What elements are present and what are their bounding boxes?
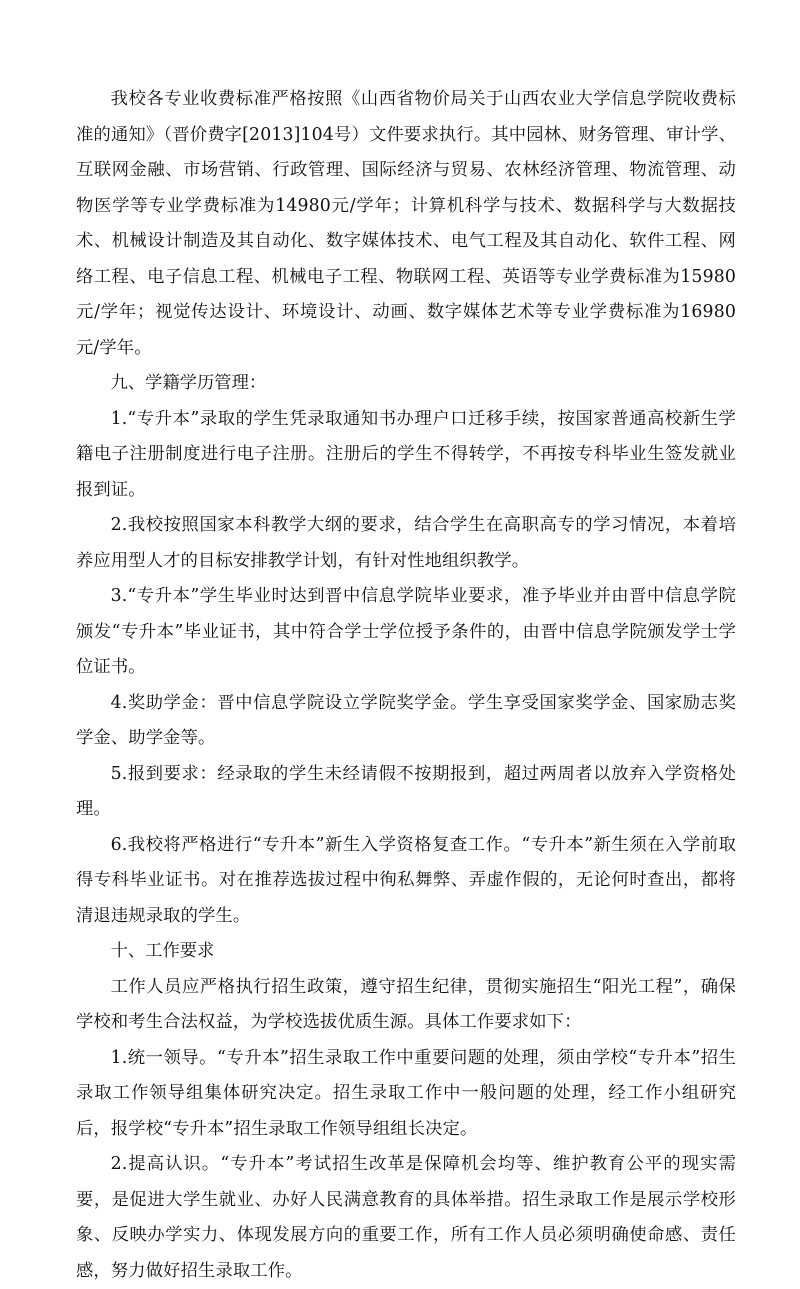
- item-9-6: 6.我校将严格进行“专升本”新生入学资格复查工作。“专升本”新生须在入学前取得专科毕业证书。对在推荐选拔过程中徇私舞弊、弄虚作假的，无论何时查出，都将清退违规录取的学生。: [76, 834, 736, 926]
- section-heading-9: 九、学籍学历管理：: [110, 373, 267, 393]
- item-9-3: 3.“专升本”学生毕业时达到晋中信息学院毕业要求，准予毕业并由晋中信息学院颁发“专升本”毕业证书，其中符合学士学位授予条件的，由晋中信息学院颁发学士学位证书。: [76, 586, 736, 677]
- fee-standard-paragraph: 我校各专业收费标准严格按照《山西省物价局关于山西农业大学信息学院收费标准的通知》（晋价费字[2013]104号）文件要求执行。其中园林、财务管理、审计学、互联网金融、市场营销、行政管理、国际经济与贸易、农林经济管理、物流管理、动物医学等专业学费标准为14980元/学年；计算机科学与技术、数据科学与大数据技术、机械设计制造及其自动化、数字媒体技术、电气工程及其自动化、软件工程、网络工程、电子信息工程、机械电子工程、物联网工程、英语等专业学费标准为15980元/学年；视觉传达设计、环境设计、动画、数字媒体艺术等专业学费标准为16980元/学年。: [76, 89, 736, 358]
- item-9-5: 5.报到要求：经录取的学生未经请假不按期报到，超过两周者以放弃入学资格处理。: [76, 763, 736, 819]
- item-9-1: 1.“专升本”录取的学生凭录取通知书办理户口迁移手续，按国家普通高校新生学籍电子注册制度进行电子注册。注册后的学生不得转学，不再按专科毕业生签发就业报到证。: [76, 408, 736, 500]
- document-body: [76, 82, 736, 1289]
- item-9-2: 2.我校按照国家本科教学大纲的要求，结合学生在高职高专的学习情况，本着培养应用型人才的目标安排教学计划，有针对性地组织教学。: [76, 515, 736, 571]
- section-heading-10: 十、工作要求: [110, 941, 215, 961]
- item-10-2: 2.提高认识。“专升本”考试招生改革是保障机会均等、维护教育公平的现实需要，是促进大学生就业、办好人民满意教育的具体举措。招生录取工作是展示学校形象、反映办学实力、体现发展方向的重要工作，所有工作人员必须明确使命感、责任感，努力做好招生录取工作。: [76, 1154, 736, 1281]
- item-10-1: 1.统一领导。“专升本”招生录取工作中重要问题的处理，须由学校“专升本”招生录取工作领导组集体研究决定。招生录取工作中一般问题的处理，经工作小组研究后，报学校“专升本”招生录取工作领导组组长决定。: [76, 1047, 736, 1139]
- work-intro-paragraph: 工作人员应严格执行招生政策，遵守招生纪律，贯彻实施招生“阳光工程”，确保学校和考生合法权益，为学校选拔优质生源。具体工作要求如下：: [76, 976, 736, 1032]
- item-9-4: 4.奖助学金：晋中信息学院设立学院奖学金。学生享受国家奖学金、国家励志奖学金、助学金等。: [76, 692, 736, 748]
